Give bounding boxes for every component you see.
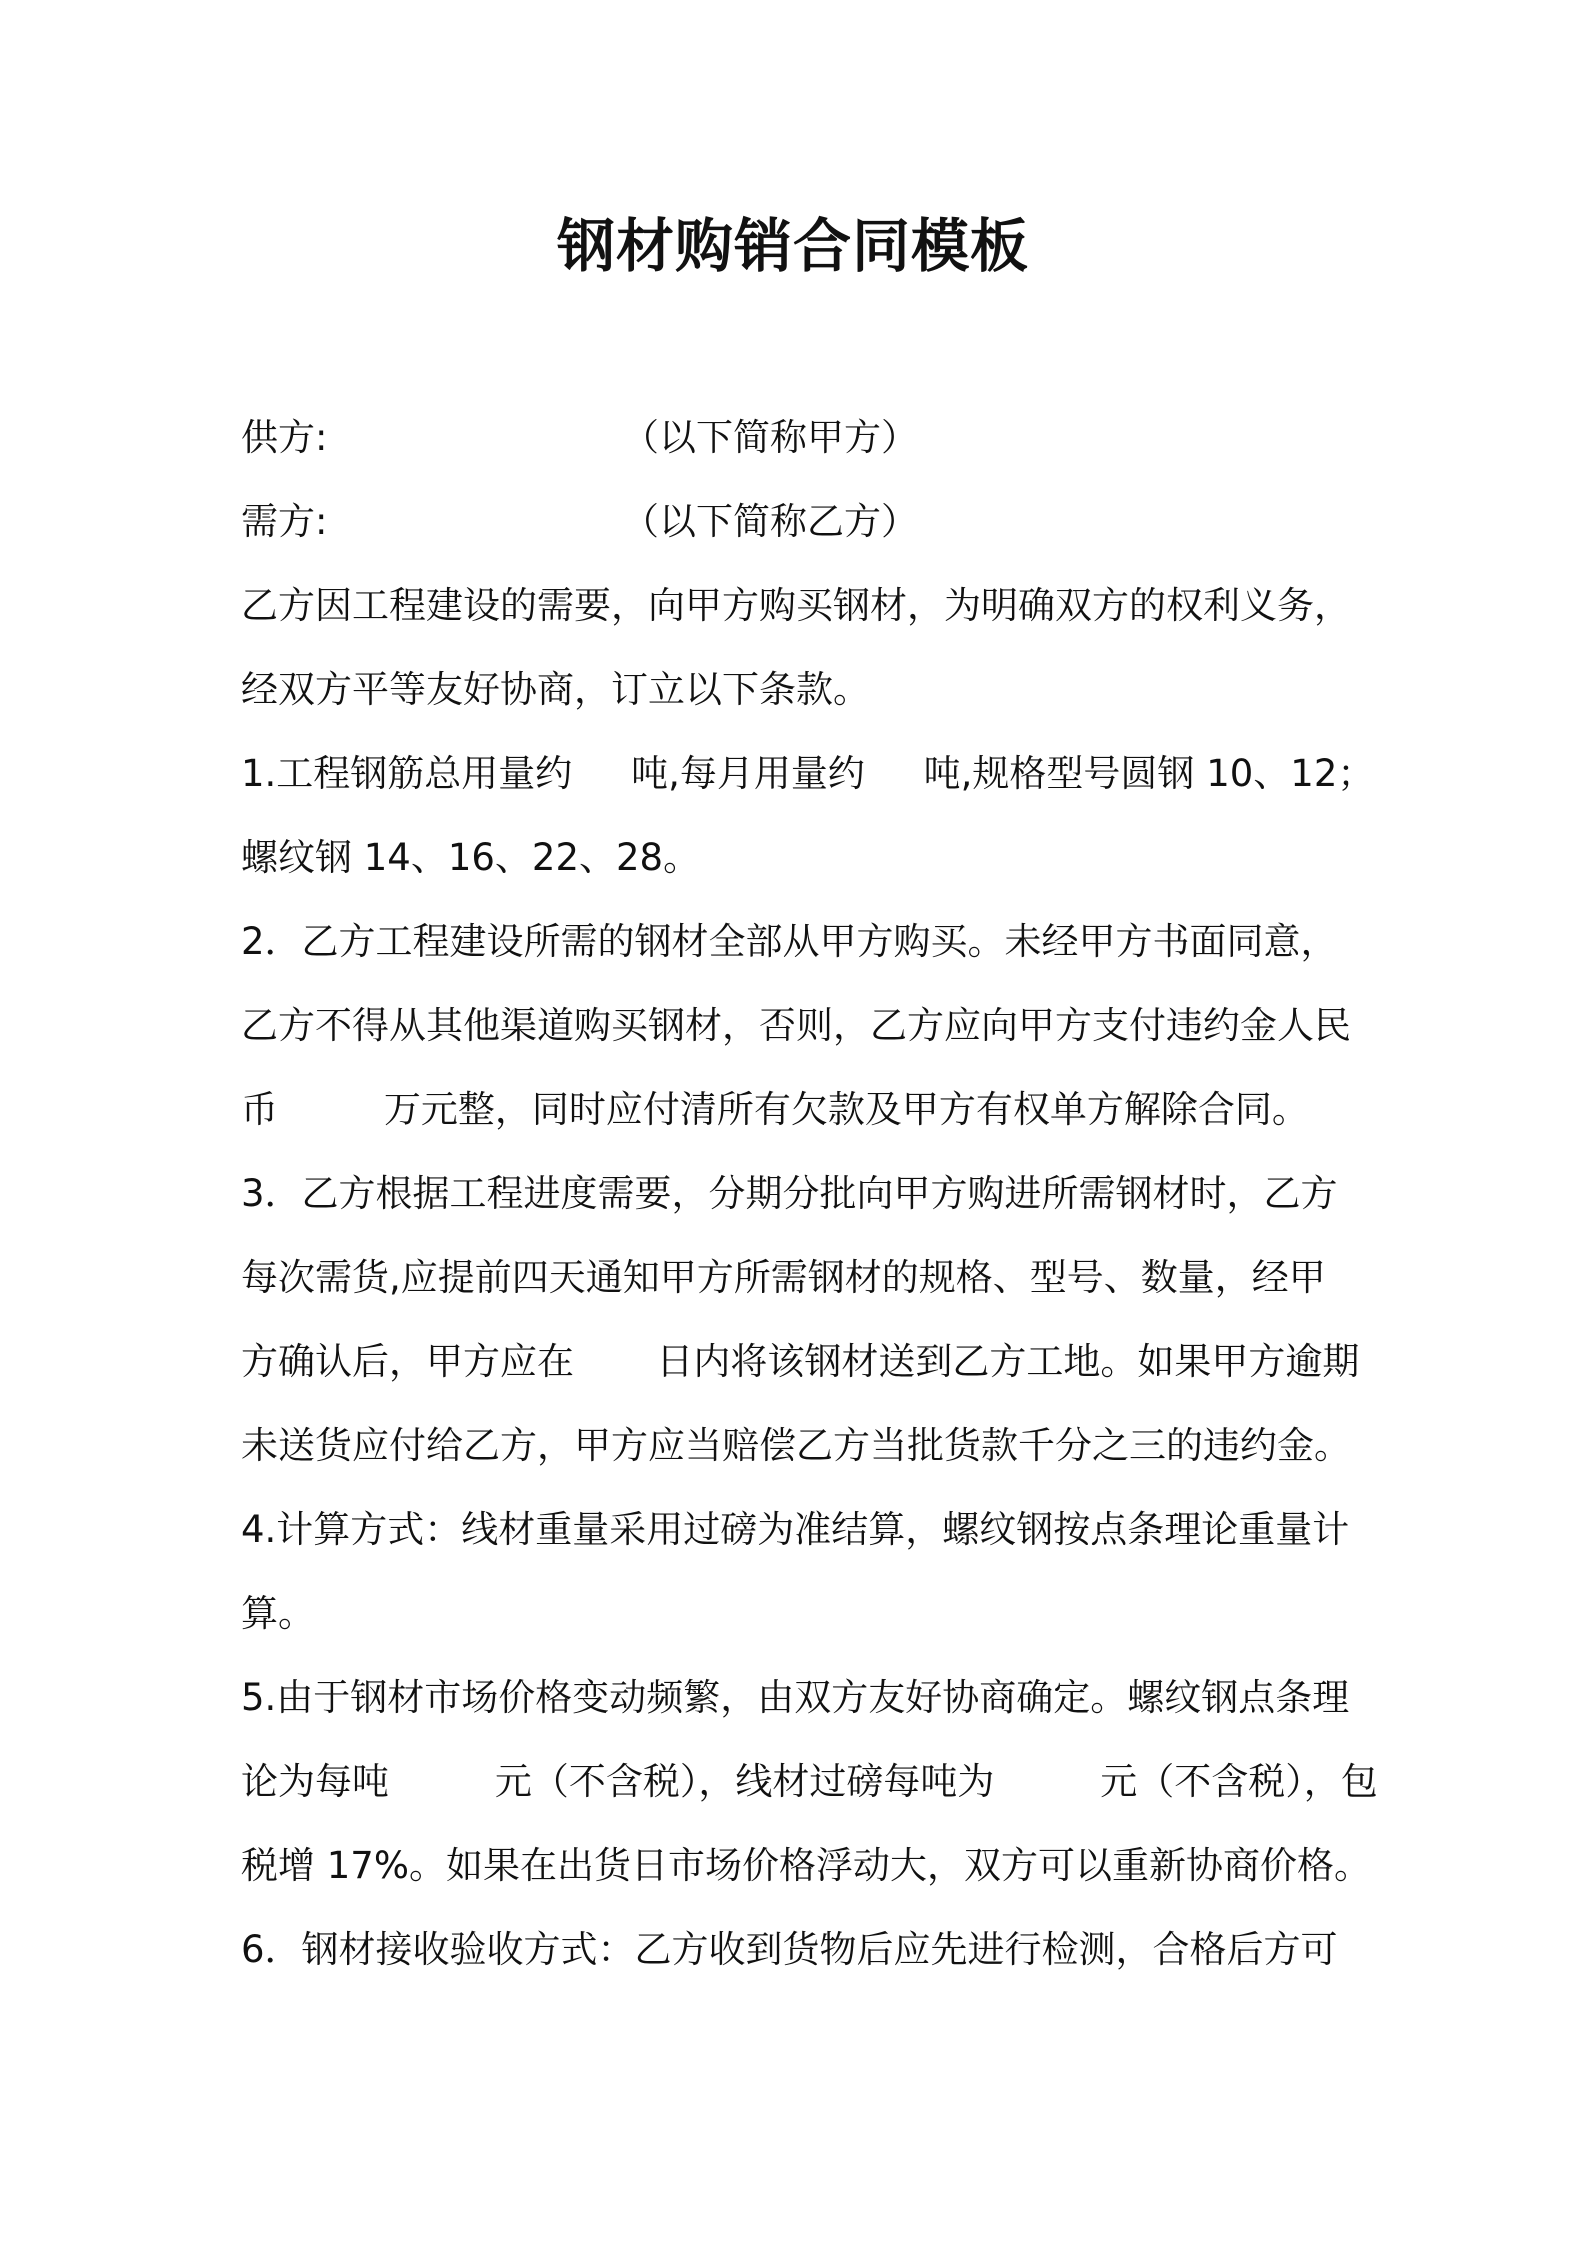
clause-4-line: 4.计算方式：线材重量采用过磅为准结算，螺纹钢按点条理论重量计 [241,1508,1350,1551]
clause-3-line: 每次需货,应提前四天通知甲方所需钢材的规格、型号、数量，经甲 [241,1256,1326,1299]
body-line: 经双方平等友好协商，订立以下条款。 [241,668,870,711]
clause-1-line: 螺纹钢 14、16、22、28。 [241,836,701,879]
clause-4-line: 算。 [241,1592,315,1635]
document-title: 钢材购销合同模板 [556,212,1029,280]
clause-1-line: 1.工程钢筋总用量约 吨,每月用量约 吨,规格型号圆钢 10、12； [241,752,1375,795]
buyer-label: 需方: [241,500,328,543]
clause-3-line: 3．乙方根据工程进度需要，分期分批向甲方购进所需钢材时，乙方 [241,1172,1338,1215]
body-line: 乙方因工程建设的需要，向甲方购买钢材，为明确双方的权利义务， [241,584,1351,627]
clause-5-line: 5.由于钢材市场价格变动频繁，由双方友好协商确定。螺纹钢点条理 [241,1676,1350,1719]
clause-3-line: 未送货应付给乙方，甲方应当赔偿乙方当批货款千分之三的违约金。 [241,1424,1351,1467]
clause-2-line: 乙方不得从其他渠道购买钢材，否则，乙方应向甲方支付违约金人民 [241,1004,1351,1047]
buyer-note: （以下简称乙方） [622,500,918,543]
clause-5-line: 税增 17%。如果在出货日市场价格浮动大，双方可以重新协商价格。 [241,1844,1371,1887]
supplier-note: （以下简称甲方） [622,416,918,459]
supplier-label: 供方: [241,416,328,459]
clause-2-line: 币 万元整，同时应付清所有欠款及甲方有权单方解除合同。 [241,1088,1309,1131]
clause-3-line: 方确认后，甲方应在 日内将该钢材送到乙方工地。如果甲方逾期 [241,1340,1360,1383]
clause-2-line: 2．乙方工程建设所需的钢材全部从甲方购买。未经甲方书面同意， [241,920,1338,963]
clause-5-line: 论为每吨 元（不含税），线材过磅每吨为 元（不含税），包 [241,1760,1378,1803]
clause-6-line: 6．钢材接收验收方式：乙方收到货物后应先进行检测，合格后方可 [241,1928,1338,1971]
